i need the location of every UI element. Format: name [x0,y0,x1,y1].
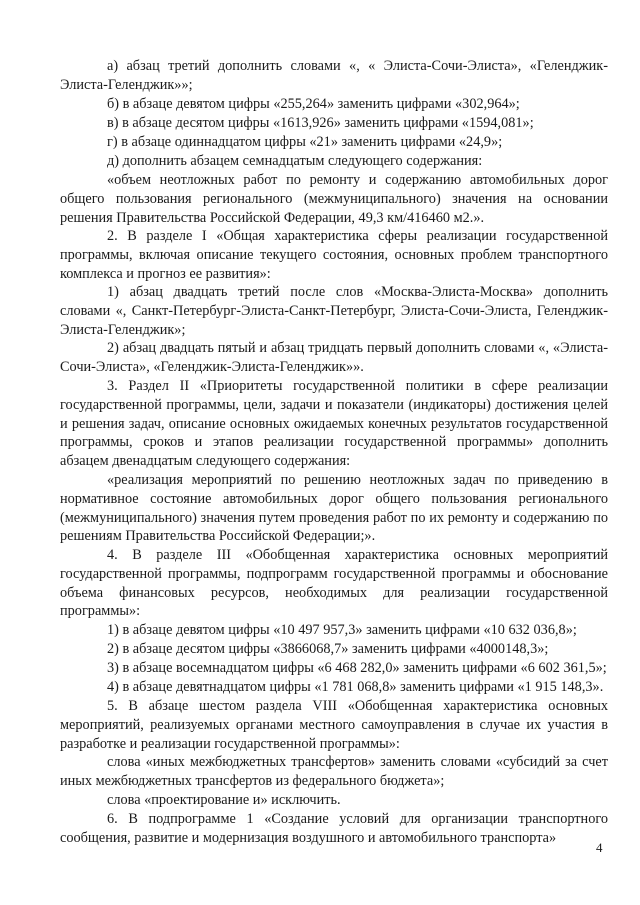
paragraph-2-item-1: 1) абзац двадцать третий после слов «Москва-Элиста-Москва» дополнить словами «, Санкт-Петербург-Элиста-Санкт-Петербург, Элиста-Сочи-Элиста, Геленджик-Элиста-Геленджик»; [60,284,608,338]
paragraph-item-b: б) в абзаце девятом цифры «255,264» заменить цифрами «302,964»; [107,96,520,112]
paragraph-4-item-2: 2) в абзаце десятом цифры «3866068,7» заменить цифрами «4000148,3»; [107,641,549,657]
paragraph-quote-1: «объем неотложных работ по ремонту и содержанию автомобильных дорог общего пользования регионального (межмуниципального) значения на основании решения Правительства Российской Федерации, 49,3 км/416460 м2.». [60,172,608,226]
paragraph-4-item-3: 3) в абзаце восемнадцатом цифры «6 468 282,0» заменить цифрами «6 602 361,5»; [107,660,607,676]
paragraph-section-5: 5. В абзаце шестом раздела VIII «Обобщенная характеристика основных мероприятий, реализуемых органами местного самоуправления в случае их участия в разработке и реализации государственной программы»: [60,698,608,752]
page-number: 4 [596,840,603,855]
paragraph-section-4: 4. В разделе III «Обобщенная характеристика основных мероприятий государственной программы, подпрограмм государственной программы и обоснование объема финансовых ресурсов, необходимых для реализации государственной программы»: [60,547,608,620]
paragraph-section-3: 3. Раздел II «Приоритеты государственной политики в сфере реализации государственной программы, цели, задачи и показатели (индикаторы) достижения целей и решения задач, описание основных ожидаемых конечных результатов государственной программы, сроков и этапов реализации государственной программы» дополнить абзацем двенадцатым следующего содержания: [60,378,608,470]
paragraph-item-d: д) дополнить абзацем семнадцатым следующего содержания: [107,153,483,169]
paragraph-item-a: а) абзац третий дополнить словами «, « Элиста-Сочи-Элиста», «Геленджик-Элиста-Геленджик»»; [60,58,608,93]
paragraph-5-words-2: слова «проектирование и» исключить. [107,792,341,808]
paragraph-item-v: в) в абзаце десятом цифры «1613,926» заменить цифрами «1594,081»; [107,115,534,131]
paragraph-section-2: 2. В разделе I «Общая характеристика сферы реализации государственной программы, включая описание текущего состояния, основных проблем транспортного комплекса и прогноз ее развития»: [60,228,608,282]
paragraph-5-words-1: слова «иных межбюджетных трансфертов» заменить словами «субсидий за счет иных межбюджетных трансфертов из федерального бюджета»; [60,754,608,789]
paragraph-4-item-4: 4) в абзаце девятнадцатом цифры «1 781 068,8» заменить цифрами «1 915 148,3». [107,679,604,695]
paragraph-section-6: 6. В подпрограмме 1 «Создание условий для организации транспортного сообщения, развитие и модернизация воздушного и автомобильного транспорта» [60,811,608,846]
paragraph-item-g: г) в абзаце одиннадцатом цифры «21» заменить цифрами «24,9»; [107,134,503,150]
paragraph-4-item-1: 1) в абзаце девятом цифры «10 497 957,3» заменить цифрами «10 632 036,8»; [107,622,577,638]
paragraph-2-item-2: 2) абзац двадцать пятый и абзац тридцать первый дополнить словами «, «Элиста-Сочи-Элиста», «Геленджик-Элиста-Геленджик»». [60,340,608,375]
paragraph-quote-2: «реализация мероприятий по решению неотложных задач по приведению в нормативное состояние автомобильных дорог общего пользования регионального (межмуниципального) значения путем проведения работ по их ремонту и содержанию по решениям Правительства Российской Федерации;». [60,472,608,545]
